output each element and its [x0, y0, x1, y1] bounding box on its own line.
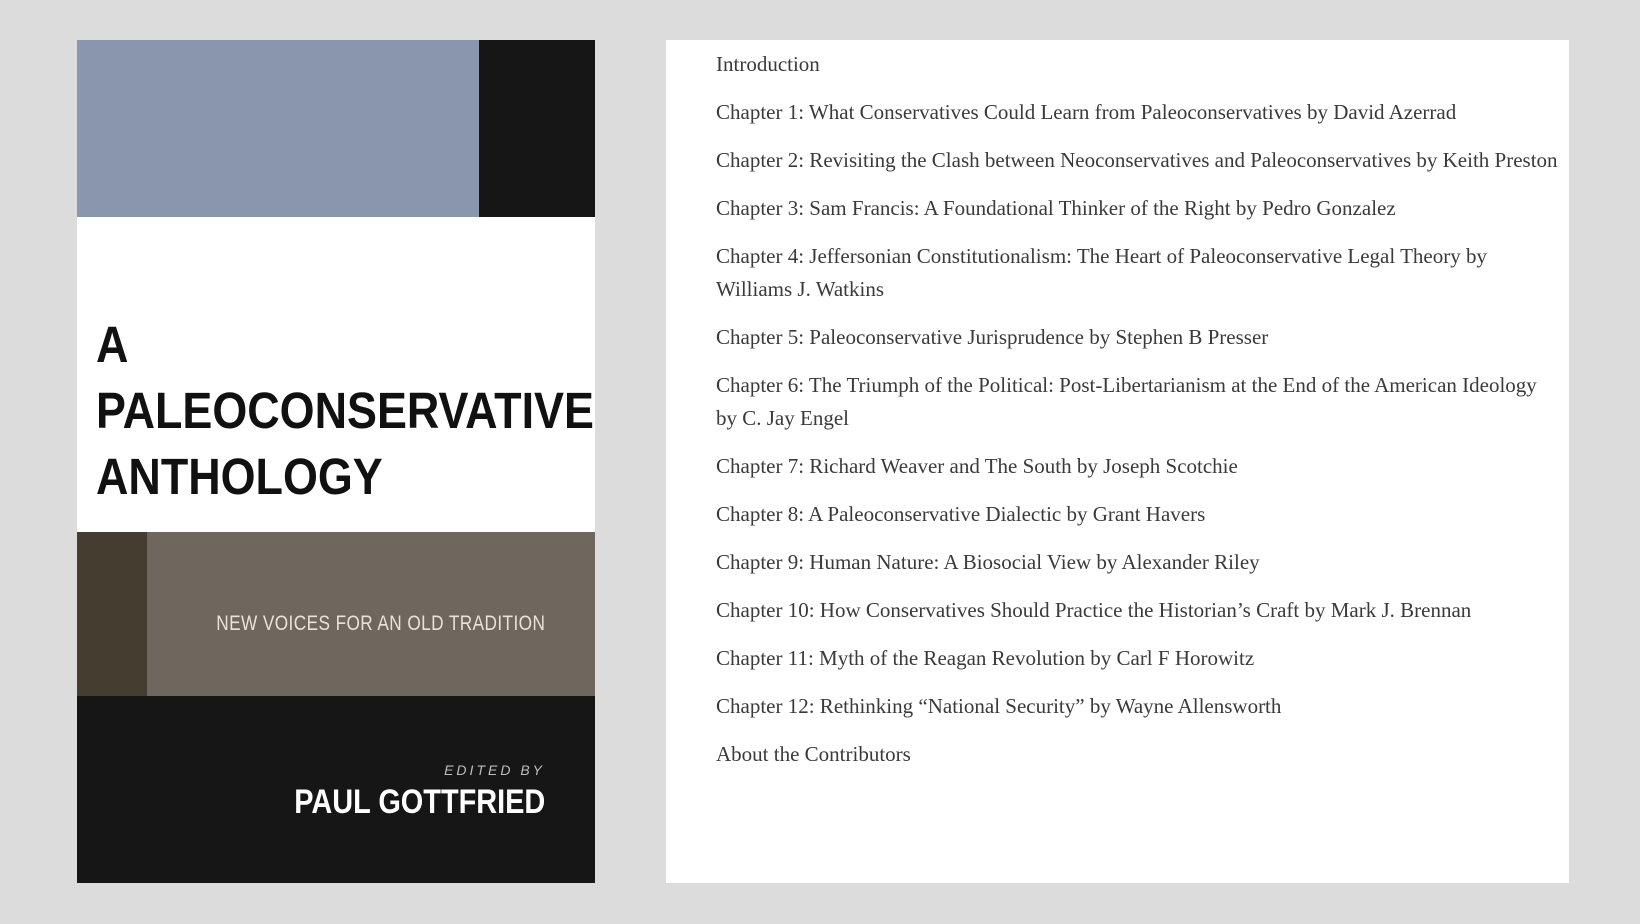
toc-entry-chapter-3: Chapter 3: Sam Francis: A Foundational Thinker of the Right by Pedro Gonzalez — [716, 196, 1396, 220]
toc-entry-chapter-11: Chapter 11: Myth of the Reagan Revolution by Carl F Horowitz — [716, 646, 1255, 670]
toc-entry-chapter-5: Chapter 5: Paleoconservative Jurisprudence by Stephen B Presser — [716, 325, 1269, 349]
book-subtitle: NEW VOICES FOR AN OLD TRADITION — [215, 612, 545, 635]
book-cover — [77, 40, 595, 883]
toc-entry-chapter-7: Chapter 7: Richard Weaver and The South by Joseph Scotchie — [716, 454, 1238, 478]
edited-by-label: EDITED BY — [444, 762, 545, 778]
cover-top-black-block — [479, 40, 595, 217]
toc-entry-introduction: Introduction — [716, 52, 820, 76]
cover-top-blue-band — [77, 40, 479, 217]
toc-entry-chapter-4: Chapter 4: Jeffersonian Constitutionalism: The Heart of Paleoconservative Legal Theory by Williams J. Watkins — [716, 244, 1487, 301]
table-of-contents — [666, 40, 1569, 883]
toc-list — [716, 48, 1561, 786]
book-title: A PALEOCONSERVATIVE ANTHOLOGY — [96, 316, 594, 505]
toc-entry-chapter-8: Chapter 8: A Paleoconservative Dialectic by Grant Havers — [716, 502, 1206, 526]
toc-entry-chapter-10: Chapter 10: How Conservatives Should Practice the Historian’s Craft by Mark J. Brennan — [716, 598, 1472, 622]
toc-entry-about-contributors: About the Contributors — [716, 742, 911, 766]
editor-name: PAUL GOTTFRIED — [293, 783, 545, 821]
toc-entry-chapter-9: Chapter 9: Human Nature: A Biosocial View by Alexander Riley — [716, 550, 1260, 574]
toc-entry-chapter-2: Chapter 2: Revisiting the Clash between Neoconservatives and Paleoconservatives by Keith Preston — [716, 148, 1558, 172]
toc-entry-chapter-1: Chapter 1: What Conservatives Could Learn from Paleoconservatives by David Azerrad — [716, 100, 1457, 124]
toc-entry-chapter-6: Chapter 6: The Triumph of the Political: Post-Libertarianism at the End of the American Ideology by C. Jay Engel — [716, 373, 1537, 430]
toc-entry-chapter-12: Chapter 12: Rethinking “National Security” by Wayne Allensworth — [716, 694, 1282, 718]
cover-subtitle-band-accent — [77, 532, 147, 696]
cover-title-band — [77, 217, 595, 532]
